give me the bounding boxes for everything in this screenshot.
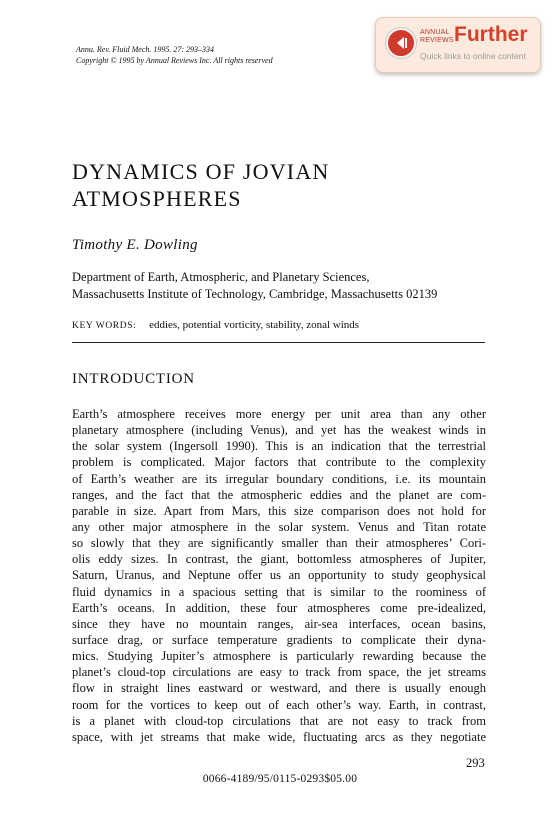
keywords-divider	[72, 342, 485, 343]
article-title	[72, 158, 330, 212]
citation-line-1: Annu. Rev. Fluid Mech. 1995. 27: 293–334	[76, 45, 215, 54]
introduction-body	[72, 406, 486, 745]
body-line: planet’s cloud-top circulations are easy to track from space, the jet streams	[72, 665, 486, 680]
body-line: fluid dynamics in a spacious setting that is similar to the roominess of	[72, 584, 486, 599]
body-line: since they have no mountain ranges, air-sea interfaces, ocean basins,	[72, 616, 486, 631]
author-affiliation	[72, 269, 437, 303]
body-line: so slowly that they are significantly smaller than their atmospheres’ Cori-	[72, 536, 486, 551]
further-label: Further	[454, 23, 528, 46]
body-line: Earth’s oceans. In addition, these four atmospheres come pre-idealized,	[72, 600, 486, 615]
body-line: the solar system (Ingersoll 1990). This is an indication that the terrestrial	[72, 439, 486, 454]
reviews-label: REVIEWS	[420, 37, 454, 44]
body-line: ranges, and the fact that the atmospheric eddies and the planet are com-	[72, 487, 486, 502]
body-line: problem is complicated. Major factors that contribute to the complexity	[72, 455, 486, 470]
author-name: Timothy E. Dowling	[72, 237, 198, 253]
body-line: Earth’s atmosphere receives more energy per unit area than any other	[72, 407, 486, 421]
further-links-badge[interactable]	[375, 17, 541, 73]
further-tagline: Quick links to online content	[420, 51, 526, 61]
annual-label: ANNUAL	[420, 29, 450, 36]
title-line-1: DYNAMICS OF JOVIAN	[72, 159, 330, 184]
issn-code: 0066-4189/95/0115-0293$05.00	[202, 773, 358, 785]
body-line: any other major atmosphere in the solar system. Venus and Titan rotate	[72, 519, 486, 534]
affiliation-line-1: Department of Earth, Atmospheric, and Planetary Sciences,	[72, 270, 370, 284]
keywords	[72, 319, 359, 331]
body-line: space, with jet streams that make wide, fluctuating arcs as they negotiate	[72, 729, 486, 744]
body-line: Saturn, Uranus, and Neptune offer us an opportunity to study geophysical	[72, 568, 486, 583]
journal-citation	[76, 44, 366, 66]
body-line: is a planet with cloud-top circulations that are not easy to track from	[72, 713, 486, 728]
body-line: planetary atmosphere (including Venus), and yet has the weakest winds in	[72, 423, 486, 438]
body-line: parable in size. Apart from Mars, this size comparison does not hold for	[72, 503, 486, 518]
annual-reviews-logo-icon	[386, 28, 416, 58]
body-line: flow in straight lines eastward or westward, and there is usually enough	[72, 681, 486, 696]
section-heading: INTRODUCTION	[72, 371, 195, 387]
body-line: room for the vortices to keep out of each other’s way. Earth, in contrast,	[72, 697, 486, 712]
body-line: olis eddy sizes. In contrast, the giant, bottomless atmospheres of Jupiter,	[72, 552, 486, 567]
title-line-2: ATMOSPHERES	[72, 186, 242, 211]
affiliation-line-2: Massachusetts Institute of Technology, Cambridge, Massachusetts 02139	[72, 287, 438, 301]
keywords-text: eddies, potential vorticity, stability, zonal winds	[149, 319, 360, 331]
page-number: 293	[466, 756, 485, 770]
keywords-label: KEY WORDS:	[72, 321, 137, 331]
body-line: surface drag, or surface temperature gradients to complicate their dyna-	[72, 632, 486, 647]
body-line: of Earth’s weather are its irregular boundary conditions, i.e. its mountain	[72, 471, 486, 486]
body-line: mics. Studying Jupiter’s atmosphere is particularly rewarding because the	[72, 649, 486, 664]
citation-line-2: Copyright © 1995 by Annual Reviews Inc. All rights reserved	[76, 56, 273, 65]
annual-reviews-wordmark	[420, 29, 454, 45]
